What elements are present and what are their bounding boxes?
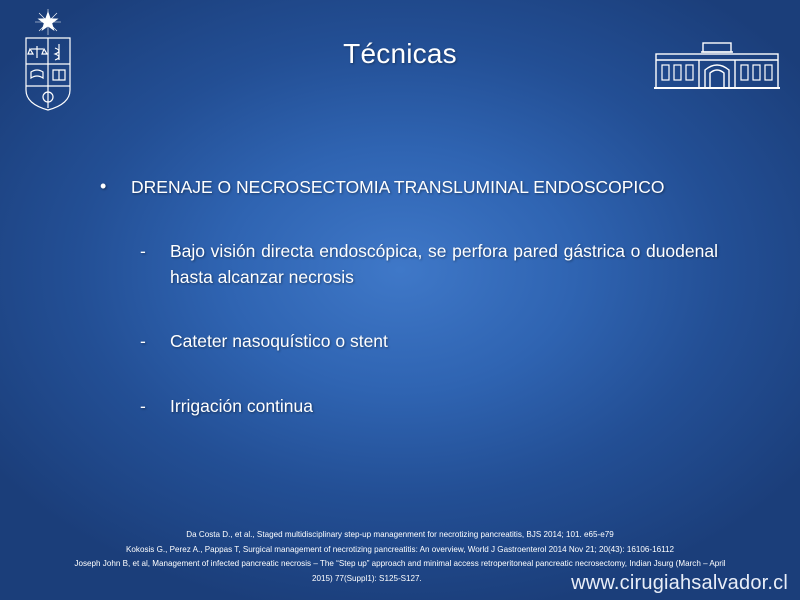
- subpoint-text: Bajo visión directa endoscópica, se perfora pared gástrica o duodenal hasta alcanzar necrosis: [170, 241, 718, 287]
- dash-marker: -: [140, 331, 146, 351]
- dash-marker: -: [140, 241, 146, 261]
- slide-title: Técnicas: [343, 38, 457, 69]
- main-bullet-text: DRENAJE O NECROSECTOMIA TRANSLUMINAL ENDOSCOPICO: [131, 177, 665, 197]
- reference-2: Kokosis G., Perez A., Pappas T, Surgical management of necrotizing pancreatitis: An overview, World J Gastroenterol 2014 Nov 21; 20(43): 16106-16112: [126, 544, 674, 554]
- subpoint-text: Cateter nasoquístico o stent: [170, 331, 388, 351]
- reference-1: Da Costa D., et al., Staged multidisciplinary step-up managenment for necrotizing pancreatitis, BJS 2014; 101. e65-e79: [186, 530, 614, 539]
- bullet-marker: •: [100, 176, 107, 196]
- subpoint-text: Irrigación continua: [170, 396, 313, 416]
- reference-3: Joseph John B, et al, Management of infected pancreatic necrosis – The “Step up” approach and minimal access retroperitoneal pancreatic necrosectomy, Indian Jsurg (March – April: [74, 559, 726, 568]
- website-url: www.cirugiahsalvador.cl: [571, 572, 788, 594]
- reference-3-continued: 2015) 77(Suppl1): S125-S127.: [312, 573, 422, 583]
- dash-marker: -: [140, 396, 146, 416]
